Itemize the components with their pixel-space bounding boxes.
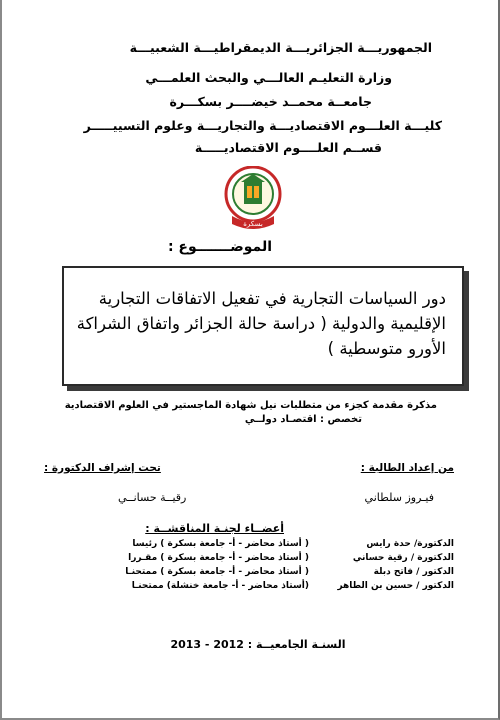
member-name: الدكتورة / رقية حساني xyxy=(352,553,454,563)
member-role: ( أستاذ محاضر - أ- جامعة بسكرة ) مقـررا xyxy=(128,553,309,563)
ministry-line: وزارة التعليـم العالـــي والبحث العلمـــي xyxy=(145,70,392,85)
member-name: الدكتور / حسين بن الطاهر xyxy=(337,581,454,591)
student-name: فيـروز سلطاني xyxy=(364,491,434,504)
republic-line: الجمهوريـــة الجزائريـــة الديمقراطيـــة الشعبيـــة xyxy=(129,40,432,55)
supervisor-name: رقيــة حسانــي xyxy=(118,491,187,504)
committee-label: أعضــاء لجنـة المناقشــة : xyxy=(145,522,284,535)
department-line: قســم العلــــوم الاقتصاديـــــة xyxy=(194,140,382,155)
member-role: ( أستاذ محاضر - أ- جامعة بسكرة ) رئيسا xyxy=(132,539,309,549)
title-box xyxy=(62,266,464,386)
thesis-title: دور السياسات التجارية في تفعيل الاتفاقات التجارية الإقليمية والدولية ( دراسة حالة الجزائر واتفاق الشراكة الأورو متوسطية ) xyxy=(76,289,446,358)
member-name: الدكتورة/ حدة رايس xyxy=(366,539,454,549)
thesis-description: مذكرة مقدمة كجزء من متطلبات نيل شهادة الماجستير في العلوم الاقتصادية xyxy=(64,400,437,411)
subject-label: الموضـــــــوع : xyxy=(167,239,272,255)
member-role: (أستاذ محاضر - أ- جامعة خنشلة) ممتحنـا xyxy=(131,581,309,591)
university-line: جامعــة محمــد خيضــــر بسكـــرة xyxy=(169,94,372,109)
prepared-by-label: من إعداد الطالبة : xyxy=(360,462,454,474)
faculty-line: كليـــة العلـــوم الاقتصاديـــة والتجاريـــة وعلوم التسييـــــر xyxy=(83,118,442,133)
committee-member xyxy=(34,553,454,565)
committee-member xyxy=(34,581,454,593)
supervisor-label: تحت إشراف الدكتورة : xyxy=(44,462,161,474)
logo-bottom-text: بسكرة xyxy=(243,220,263,228)
academic-year: السنـة الجامعيــة : 2012 - 2013 xyxy=(170,638,346,651)
member-name: الدكتور / فاتح دبلة xyxy=(373,567,454,577)
member-role: ( أستاذ محاضر - أ- جامعة بسكرة ) ممتحنـا xyxy=(125,567,309,577)
cover-page xyxy=(8,8,492,712)
university-emblem-icon xyxy=(224,166,282,232)
committee-member xyxy=(34,539,454,551)
committee-member xyxy=(34,567,454,579)
specialty: تخصص : اقتصـاد دولــي xyxy=(244,414,362,425)
